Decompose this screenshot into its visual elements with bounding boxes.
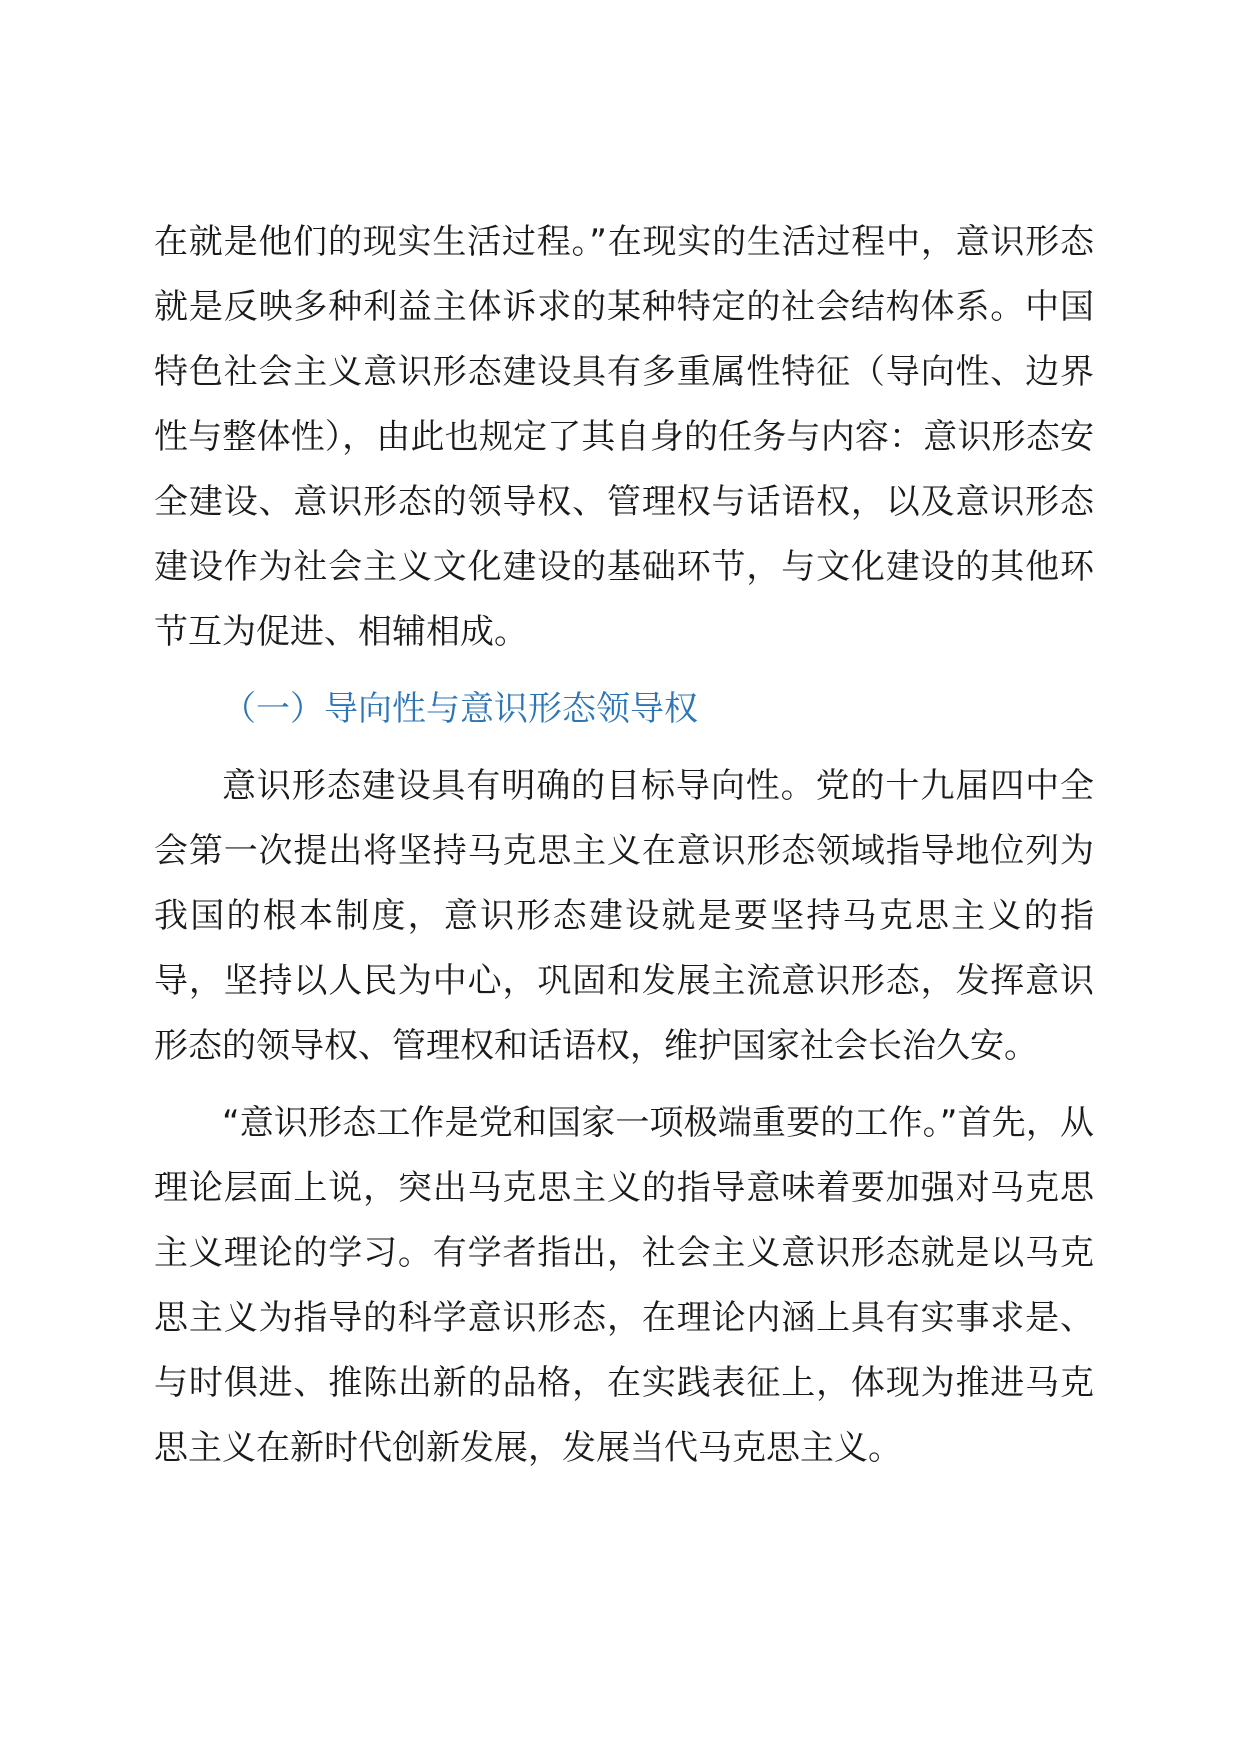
document-body [154,210,1094,1481]
paragraph-ideology-work: “意识形态工作是党和国家一项极端重要的工作。”首先，从理论层面上说，突出马克思主义的指导意味着要加强对马克思主义理论的学习。有学者指出，社会主义意识形态就是以马克思主义为指导的科学意识形态，在理论内涵上具有实事求是、与时俱进、推陈出新的品格，在实践表征上，体现为推进马克思主义在新时代创新发展，发展当代马克思主义。 [154,1103,1094,1468]
section-heading: （一）导向性与意识形态领导权 [222,689,698,729]
paragraph-orientation: 意识形态建设具有明确的目标导向性。党的十九届四中全会第一次提出将坚持马克思主义在意识形态领域指导地位列为我国的根本制度，意识形态建设就是要坚持马克思主义的指导，坚持以人民为中心，巩固和发展主流意识形态，发挥意识形态的领导权、管理权和话语权，维护国家社会长治久安。 [154,766,1094,1066]
paragraph-continuation: 在就是他们的现实生活过程。”在现实的生活过程中，意识形态就是反映多种利益主体诉求的某种特定的社会结构体系。中国特色社会主义意识形态建设具有多重属性特征（导向性、边界性与整体性），由此也规定了其自身的任务与内容：意识形态安全建设、意识形态的领导权、管理权与话语权，以及意识形态建设作为社会主义文化建设的基础环节，与文化建设的其他环节互为促进、相辅相成。 [154,222,1094,652]
